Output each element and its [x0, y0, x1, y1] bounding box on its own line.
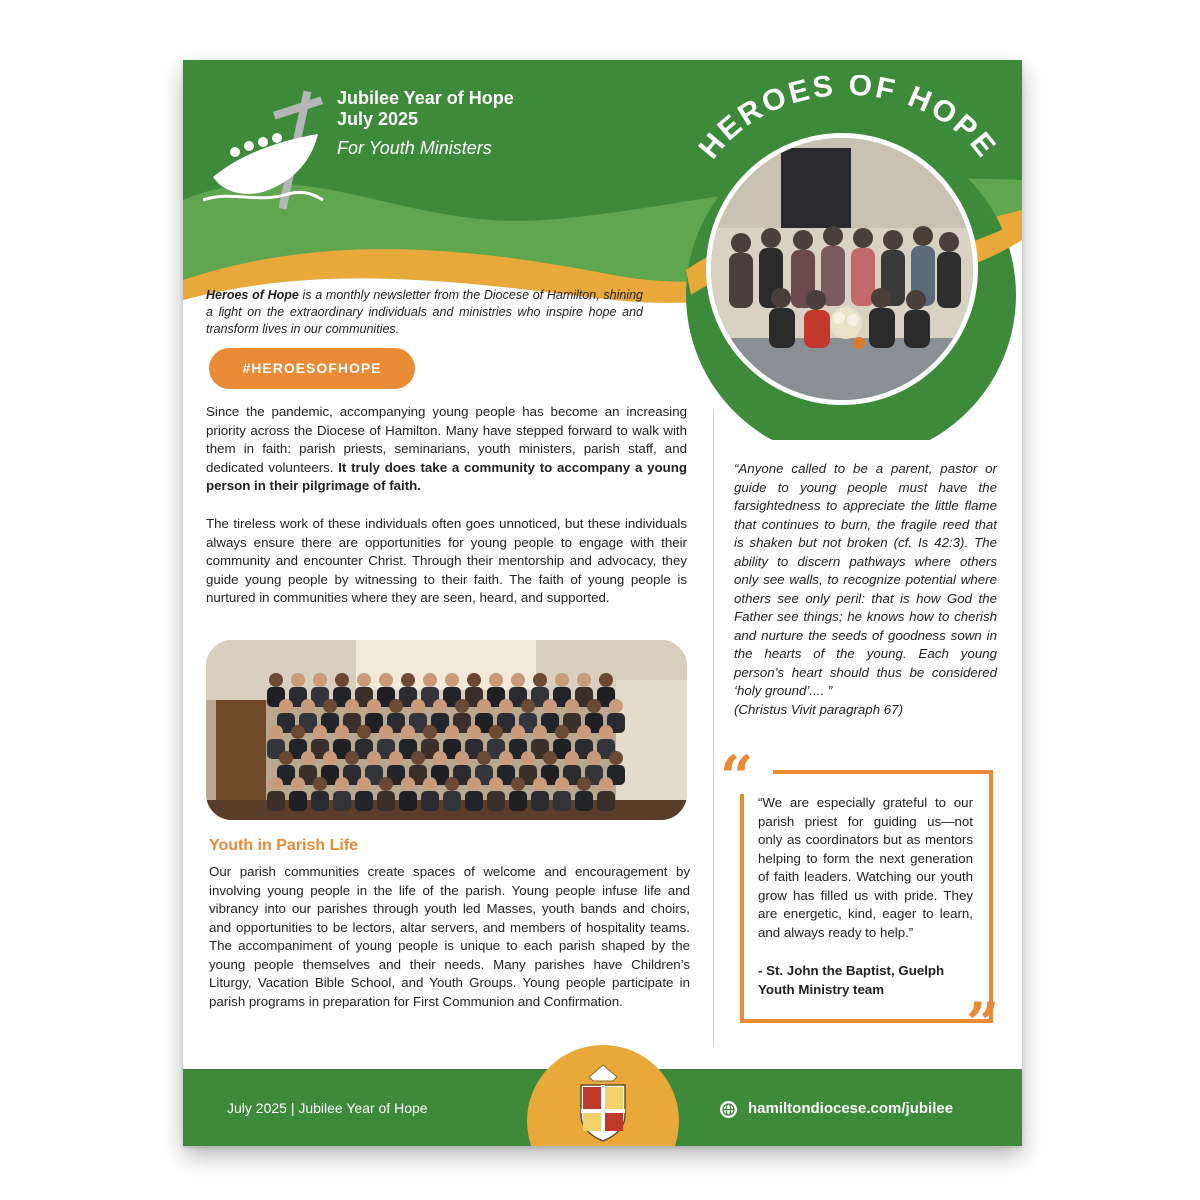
jubilee-logo-icon: [203, 82, 333, 217]
christus-vivit-quote-source: (Christus Vivit paragraph 67): [734, 701, 903, 717]
newsletter-page: [183, 60, 1022, 1146]
intro-text: is a monthly newsletter from the Diocese of Hamilton, shining a light on the extraordinary individuals and ministries who inspire hope and transform lives in our communities.: [206, 288, 643, 336]
header-title: [337, 88, 514, 130]
footer-issue-label: July 2025 | Jubilee Year of Hope: [227, 1100, 428, 1116]
body-paragraph-1: [206, 403, 687, 496]
header-title-line1: Jubilee Year of Hope: [337, 88, 514, 108]
youth-group-photo-image: [206, 640, 687, 820]
header-title-line2: July 2025: [337, 109, 419, 129]
body-paragraph-3: Our parish communities create spaces of welcome and encouragement by involving young people in the life of the parish. Young people infuse life and vibrancy into our parishes through youth led Masses, youth bands and choirs, and opportunities to be lectors, altar servers, and members of hospitality teams. The accompaniment of young people is unique to each parish shaped by the young people themselves and their needs. Many parishes have Children’s Liturgy, Vacation Bible School, and Youth Groups. Young people participate in parish programs in preparation for First Communion and Confirmation.: [209, 864, 690, 1009]
body-p1-text: Since the pandemic, accompanying young people has become an increasing priority across the Diocese of Hamilton. Many have stepped forward to walk with them in faith: parish priests, seminarians, youth ministers, parish staff, and dedicated volunteers.: [206, 404, 687, 475]
section-title-youth-parish-life: Youth in Parish Life: [209, 837, 359, 854]
body-paragraph-2: The tireless work of these individuals often goes unnoticed, but these individuals always ensure there are opportunities for young people to engage with their community and encounter Christ. Through their mentorship and advocacy, they guide young people by witnessing to their faith. The faith of young people is nurtured in communities where they are seen, heard, and supported.: [206, 516, 687, 605]
crest-circle: [527, 1045, 679, 1146]
intro-paragraph: [206, 287, 643, 338]
column-divider: [713, 410, 714, 1046]
body-p1-bold: It truly does take a community to accompany a young person in their pilgrimage of faith.: [206, 459, 687, 493]
testimonial-attribution: - St. John the Baptist, Guelph Youth Ministry team: [758, 963, 945, 997]
close-quote-icon: ”: [966, 990, 1000, 1058]
diocese-crest-icon: [573, 1063, 633, 1143]
banner-title-text: HEROES OF HOPE: [692, 75, 1004, 166]
testimonial-text: “We are especially grateful to our parish priest for guiding us—not only as coordinators but as mentors helping to form the next generation of faith leaders. Watching our youth grow has filled us with pride. They are energetic, kind, eager to learn, and always ready to help.”: [758, 795, 973, 940]
header-subtitle: For Youth Ministers: [337, 138, 492, 158]
youth-group-photo: [206, 640, 687, 820]
christus-vivit-quote-text: “Anyone called to be a parent, pastor or guide to young people must have the farsightedness to appreciate the little flame that continues to burn, the fragile reed that is shaken but not broken (cf. Is 42:3). The ability to discern pathways where others only see walls, to recognize potential where others see only peril: that is how God the Father see things; he knows how to cherish and nurture the seeds of goodness sown in the hearts of the young. Each young person’s heart should thus be considered ‘holy ground’.... ”: [734, 461, 997, 698]
hashtag-badge: #HEROESOFHOPE: [209, 348, 415, 389]
christus-vivit-quote: [734, 460, 997, 719]
intro-name: Heroes of Hope: [206, 288, 299, 302]
group-photo-image: [711, 138, 973, 400]
open-quote-icon: “: [720, 743, 754, 811]
footer-website-link[interactable]: hamiltondiocese.com/jubilee: [748, 1100, 954, 1117]
globe-icon-svg: [720, 1101, 737, 1118]
group-photo-circle: [706, 133, 978, 405]
globe-icon: [720, 1101, 737, 1118]
